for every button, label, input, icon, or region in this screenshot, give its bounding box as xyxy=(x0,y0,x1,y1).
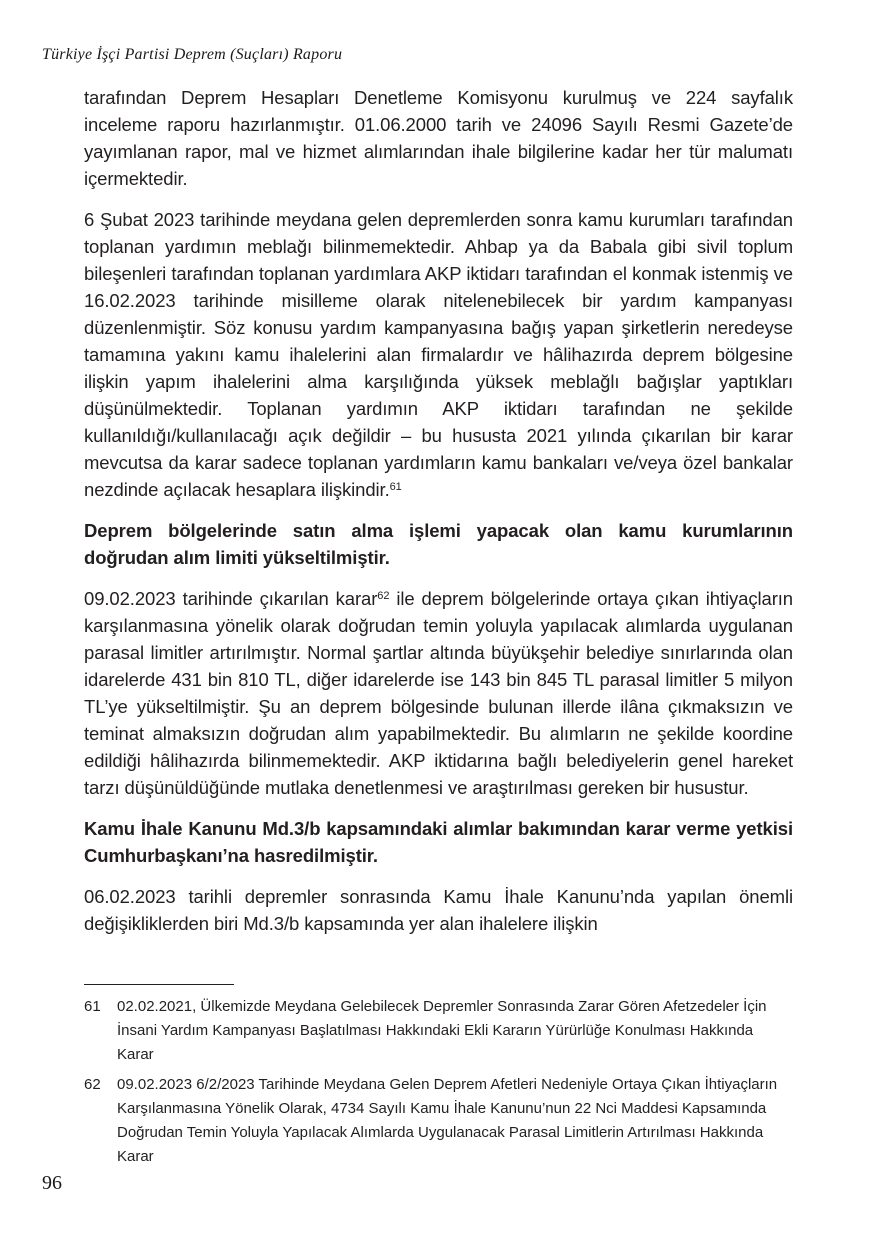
footnote-separator-line xyxy=(84,984,234,985)
paragraph-donations xyxy=(84,206,793,503)
page-number: 96 xyxy=(42,1172,62,1194)
paragraph-text: ile deprem bölgelerinde ortaya çıkan ihtiyaçların karşılanmasına yönelik olarak doğrudan temin yoluyla yapılacak alımlarda uygulanan parasal limitler artırılmıştır. Normal şartlar altında büyükşehir belediye sınırlarında olan idarelerde 431 bin 810 TL, diğer idarelerde ise 143 bin 845 TL parasal limitler 5 milyon TL’ye yükseltilmiştir. Şu an deprem bölgesinde bulunan illerde ilâna çıkmaksızın ve teminat almaksızın doğrudan alım yapabilmektedir. Bu alımların ne şekilde koordine edildiği hâlihazırda bilinmemektedir. AKP iktidarına bağlı belediyelerin genel hareket tarzı düşünüldüğünde mutlaka denetlenmesi ve araştırılması gereken bir husustur. xyxy=(84,588,793,798)
footnote-reference-61: 61 xyxy=(389,481,402,493)
heading-direct-purchase-limit: Deprem bölgelerinde satın alma işlemi yapacak olan kamu kurumlarının doğrudan alım limiti yükseltilmiştir. xyxy=(84,520,793,568)
paragraph-text: 09.02.2023 tarihinde çıkarılan karar xyxy=(84,588,378,609)
paragraph-procurement-changes xyxy=(84,883,793,937)
paragraph-continuation xyxy=(84,84,793,192)
footnote-text: 09.02.2023 6/2/2023 Tarihinde Meydana Gelen Deprem Afetleri Nedeniyle Ortaya Çıkan İhtiyaçların Karşılanmasına Yönelik Olarak, 4734 Sayılı Kamu İhale Kanunu’nun 22 Nci Maddesi Kapsamında Doğrudan Temin Yoluyla Yapılacak Alımlarda Uygulanacak Parasal Limitlerin Artırılması Hakkında Karar xyxy=(117,1076,778,1165)
footnote-number: 62 xyxy=(84,1076,101,1093)
footnote-62 xyxy=(84,1073,793,1169)
footnote-reference-62: 62 xyxy=(377,590,390,602)
footnote-61 xyxy=(84,995,793,1067)
paragraph-text: 6 Şubat 2023 tarihinde meydana gelen depremlerden sonra kamu kurumları tarafından toplanan yardımın meblağı bilinmemektedir. Ahbap ya da Babala gibi sivil toplum bileşenleri tarafından toplanan yardımlara AKP iktidarı tarafından el konmak istenmiş ve 16.02.2023 tarihinde misilleme olarak nitelenebilecek bir yardım kampanyası düzenlenmiştir. Söz konusu yardım kampanyasına bağış yapan şirketlerin neredeyse tamamına yakını kamu ihalelerini alan firmalardır ve hâlihazırda deprem bölgesine ilişkin yapım ihalelerini alma karşılığında yüksek meblağlı bağışlar yaptıkları düşünülmektedir. Toplanan yardımın AKP iktidarı tarafından ne şekilde kullanıldığı/kullanılacağı açık değildir – bu hususta 2021 yılında çıkarılan bir karar mevcutsa da karar sadece toplanan yardımların kamu bankaları ve/veya özel bankalar nezdinde açılacak hesaplara ilişkindir. xyxy=(84,209,793,500)
paragraph-purchase-limits xyxy=(84,585,793,801)
footnote-number: 61 xyxy=(84,998,101,1015)
heading-procurement-law: Kamu İhale Kanunu Md.3/b kapsamındaki alımlar bakımından karar verme yetkisi Cumhurbaşkanı’na hasredilmiştir. xyxy=(84,818,793,866)
paragraph-text: tarafından Deprem Hesapları Denetleme Komisyonu kurulmuş ve 224 sayfalık inceleme raporu hazırlanmıştır. 01.06.2000 tarih ve 24096 Sayılı Resmi Gazete’de yayımlanan rapor, mal ve hizmet alımlarından ihale bilgilerine kadar her tür malumatı içermektedir. xyxy=(84,87,793,189)
paragraph-text: 06.02.2023 tarihli depremler sonrasında Kamu İhale Kanunu’nda yapılan önemli değişikliklerden biri Md.3/b kapsamında yer alan ihalelere ilişkin xyxy=(84,886,793,934)
footnotes-section xyxy=(84,984,793,1175)
body-text-column xyxy=(84,84,793,951)
footnote-text: 02.02.2021, Ülkemizde Meydana Gelebilecek Depremler Sonrasında Zarar Gören Afetzedeler İçin İnsani Yardım Kampanyası Başlatılması Hakkındaki Ekli Kararın Yürürlüğe Konulması Hakkında Karar xyxy=(117,998,767,1063)
running-header: Türkiye İşçi Partisi Deprem (Suçları) Raporu xyxy=(42,46,343,63)
